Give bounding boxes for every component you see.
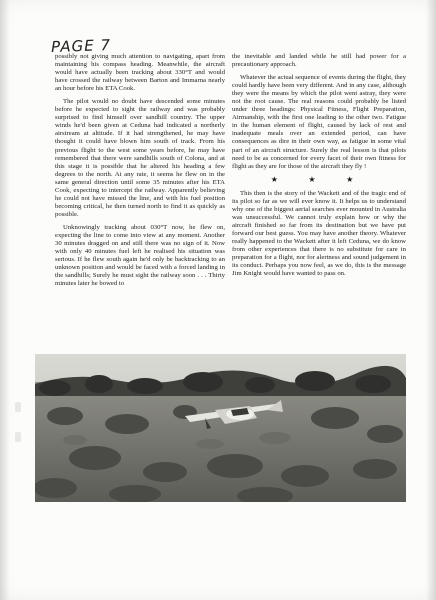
photo-scene bbox=[35, 354, 406, 502]
paragraph: This then is the story of the Wackett and of the tragic end of its pilot so far as we will ever know it. It helps us to understand why one of the biggest aerial searches ever mounted in Australia was unsuccessful. We cannot truly explain how or why the aircraft finished so far from its destination but we have put forward our best guess. You may have another theory. Whatever really happened to the Wackett after it left Ceduna, we do know from other experiences that there is no substitute for care in preparation for a flight, nor for alertness and sound judgement in its conduct. Perhaps you now feel, as we do, this is the message Jim Knight would have wanted to pass on. bbox=[232, 189, 406, 278]
paragraph: the inevitable and landed while he still had power for a precautionary approach. bbox=[232, 53, 406, 69]
left-text-column bbox=[55, 53, 225, 293]
binder-hole-mark bbox=[15, 432, 21, 442]
handwritten-page-label: PAGE 7 bbox=[50, 35, 112, 57]
right-text-column bbox=[232, 53, 406, 283]
paragraph: possibly not giving much attention to navigating, apart from maintaining his compass heading. Meanwhile, the aircraft would have actually been tracking about 330°T and would have crossed the railway between Barton and Immarna nearly an hour before his ETA Cook. bbox=[55, 53, 225, 93]
binder-hole-mark bbox=[15, 402, 21, 412]
paragraph: The pilot would no doubt have descended some minutes before he expected to sight the railway and was probably surprised to find himself over sandhill country. The upper winds he'd been given at Ceduna had indicated a northerly airstream at altitude. If it had strengthened, he may have thought it could have blown him south of track. From his previous flight to the west some years before, he may have remembered that there were sandhills south of Colona, and at this stage it is possible that he altered his heading a few degrees to the north. At any rate, it seems he flew on in the same general direction until some 35 minutes after his ETA Cook, expecting to intercept the railway. Apparently believing he could not have missed the line, and with his fuel position becoming critical, he then turned north to find it as quickly as possible. bbox=[55, 98, 225, 218]
section-separator-stars: ★ ★ ★ bbox=[270, 174, 368, 184]
page-edge-shadow-right bbox=[426, 0, 436, 600]
paragraph: Whatever the actual sequence of events during the flight, they could hardly have been very different. And in any case, although they were the means by which the pilot went astray, they were not the root cause. The real reasons could probably be listed under three headings: Physical Fitness, Flight Preparation, Airmanship, with the first one leading to the other two. Fatigue in the human element of flight, caused by lack of rest and inadequate meals over an extended period, can have consequences as dire in their own way, as fatigue in some vital part of an aircraft structure. Surely the real lesson is that pilots need to be as concerned for every facet of their own fitness for flight as they are for those of the aircraft they fly ! bbox=[232, 74, 406, 170]
wreck-photograph bbox=[35, 354, 406, 502]
page-edge-shadow-left bbox=[0, 0, 10, 600]
paragraph: Unknowingly tracking about 030°T now, he flew on, expecting the line to come into view at any moment. Another 30 minutes dragged on and still there was no sign of it. Now with only 40 minutes fuel left he realised his situation was serious. If he flew south again he'd only be backtracking to an unknown position and would be faced with a forced landing in the sandhills; Surely he must sight the railway soon . . . Thirty minutes later he bowed to bbox=[55, 223, 225, 288]
